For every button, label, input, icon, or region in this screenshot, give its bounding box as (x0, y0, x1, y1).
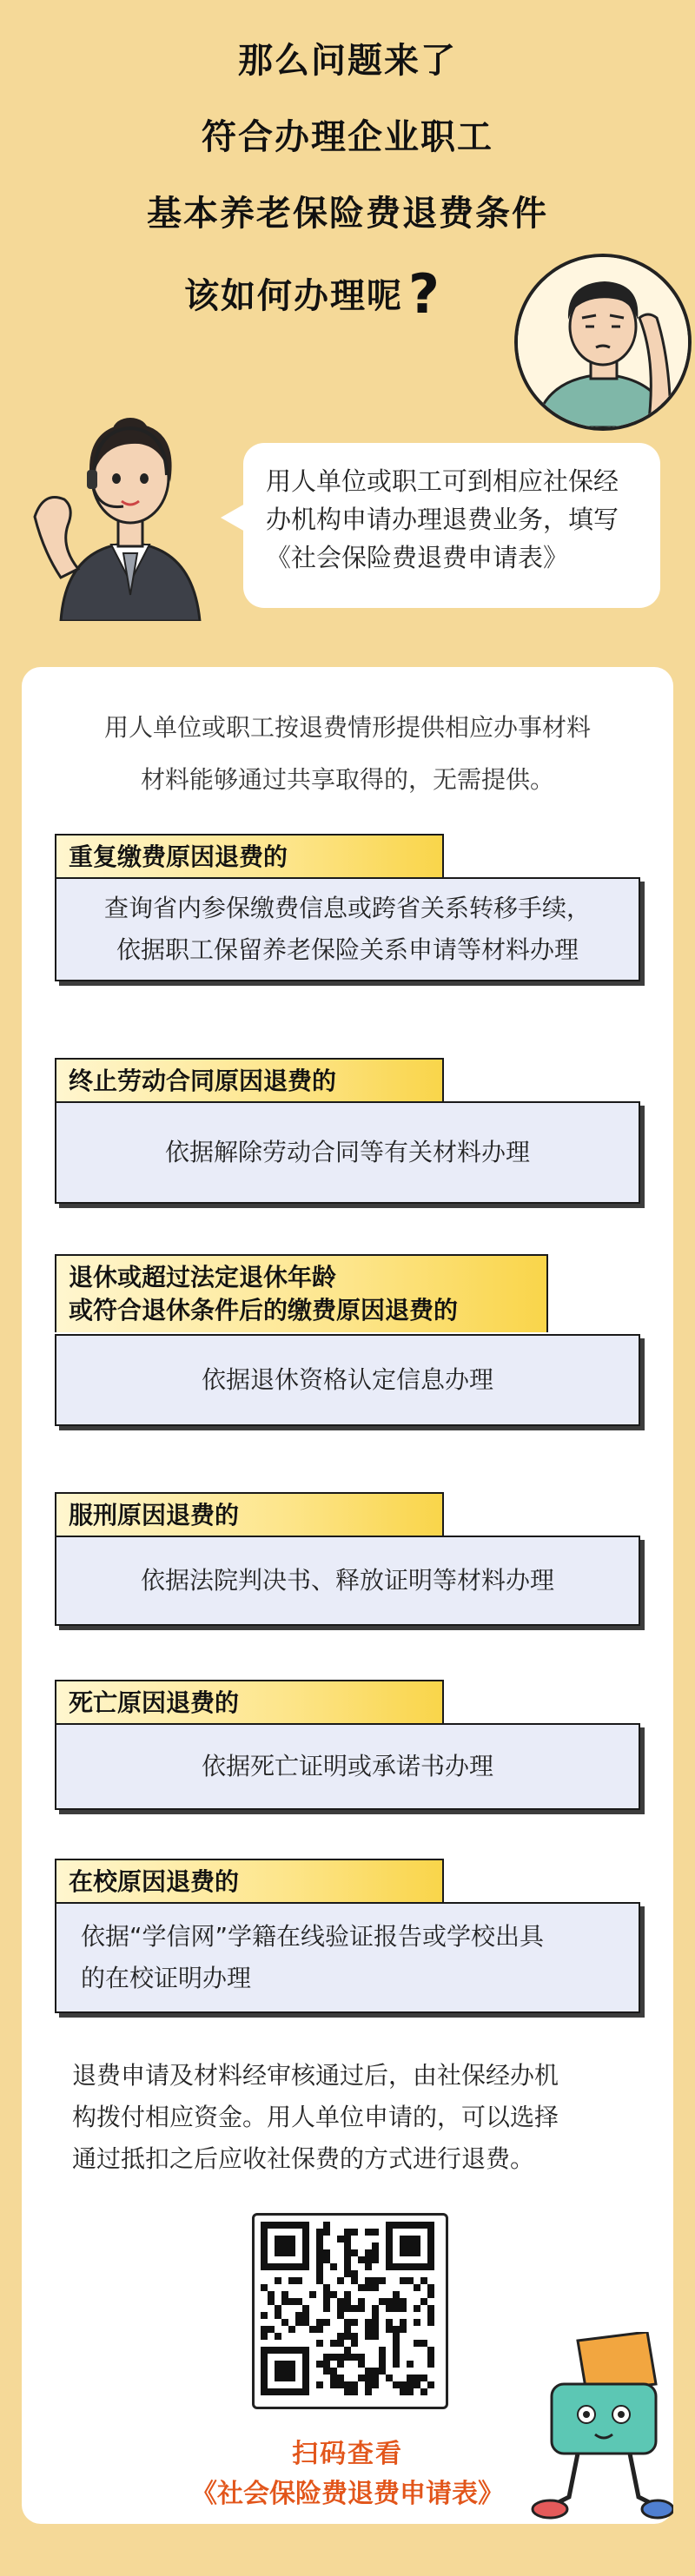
qr-code-graphic (255, 2216, 440, 2401)
section-box-contract-termination (55, 1101, 640, 1204)
intro-line-1: 用人单位或职工按退费情形提供相应办事材料 (103, 713, 591, 742)
question-mark: ? (408, 262, 441, 326)
thinking-man-illustration (514, 254, 692, 431)
qr-code[interactable] (252, 2213, 448, 2409)
section-label-retirement (55, 1254, 548, 1332)
mascot-illustration (526, 2332, 673, 2523)
footer-line: 通过抵扣之后应收社保费的方式进行退费。 (72, 2144, 535, 2173)
section-label-student: 在校原因退费的 (55, 1859, 444, 1904)
section-label-line: 或符合退休条件后的缴费原因退费的 (69, 1296, 459, 1324)
section-label-contract-termination: 终止劳动合同原因退费的 (55, 1058, 444, 1103)
section-content-line: 查询省内参保缴费信息或跨省关系转移手续， (103, 894, 591, 922)
title-line-4-text: 该如何办理呢 (184, 276, 404, 316)
section-box-student (55, 1902, 640, 2013)
title-line-3: 基本养老保险费退费条件 (147, 194, 548, 234)
section-content-line: 依据死亡证明或承诺书办理 (201, 1752, 493, 1780)
section-label-imprisonment: 服刑原因退费的 (55, 1492, 444, 1537)
speech-bubble: 用人单位或职工可到相应社保经办机构申请办理退费业务，填写《社会保险费退费申请表》 (243, 443, 660, 608)
section-content-line: 依据退休资格认定信息办理 (201, 1365, 493, 1394)
section-label-death: 死亡原因退费的 (55, 1680, 444, 1725)
section-content-line: 的在校证明办理 (81, 1964, 252, 1992)
scan-label: 扫码查看 (292, 2439, 403, 2469)
section-label-duplicate-payment: 重复缴费原因退费的 (55, 834, 444, 879)
title-line-1: 那么问题来了 (238, 41, 457, 81)
section-content-line: 依据职工保留养老保险关系申请等材料办理 (116, 935, 579, 964)
section-box-duplicate-payment (55, 877, 640, 981)
intro-line-2: 材料能够通过共享取得的，无需提供。 (140, 765, 554, 794)
form-name: 《社会保险费退费申请表》 (191, 2479, 504, 2509)
section-box-retirement (55, 1334, 640, 1426)
title-line-2: 符合办理企业职工 (202, 117, 493, 157)
section-content-line: 依据解除劳动合同等有关材料办理 (164, 1138, 530, 1166)
section-content-line: 依据法院判决书、释放证明等材料办理 (140, 1566, 554, 1595)
service-woman-illustration (26, 395, 230, 621)
section-label-line: 退休或超过法定退休年龄 (69, 1263, 337, 1291)
footer-line: 构拨付相应资金。用人单位申请的，可以选择 (72, 2103, 559, 2131)
section-content-line: 依据“学信网”学籍在线验证报告或学校出具 (81, 1922, 545, 1951)
section-box-death (55, 1723, 640, 1810)
section-box-imprisonment (55, 1536, 640, 1626)
footer-line: 退费申请及材料经审核通过后，由社保经办机 (72, 2061, 559, 2090)
footer-paragraph (72, 2055, 628, 2180)
content-card (22, 667, 673, 2524)
